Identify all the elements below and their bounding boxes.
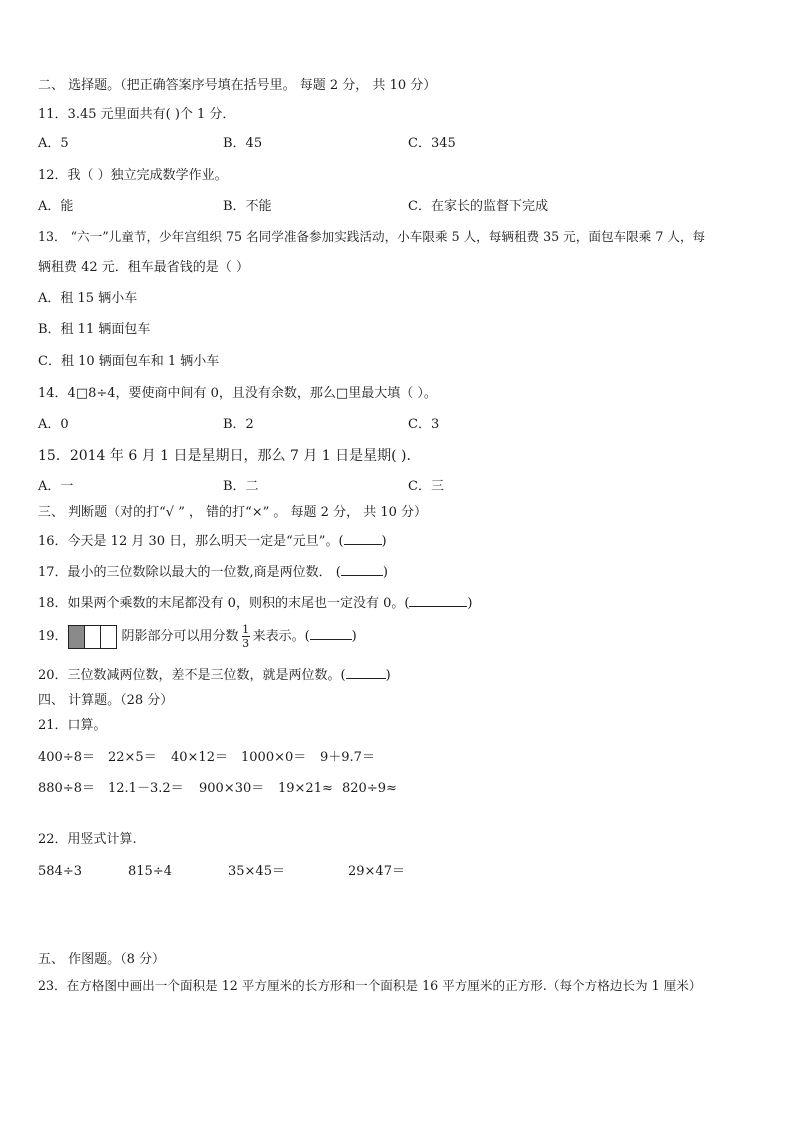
question-18 (38, 594, 473, 612)
calc-item: 22×5＝ (108, 750, 157, 765)
close-paren: ) (351, 629, 357, 644)
question-12: 12．我（ ）独立完成数学作业。 (38, 168, 228, 183)
question-13-line-1: 13． “六一”儿童节，少年宫组织 75 名同学准备参加实践活动，小车限乘 5 人，每辆租费 35 元，面包车限乘 7 人，每 (38, 229, 706, 244)
calc-item: 584÷3 (38, 864, 82, 879)
question-17-text: 17．最小的三位数除以最大的一位数,商是两位数． ( (38, 565, 341, 580)
question-13-line-2: 辆租费 42 元．租车最省钱的是（ ） (38, 260, 249, 275)
option-a[interactable]: A．一 (38, 479, 74, 494)
question-16 (38, 532, 387, 550)
option-c[interactable]: C．345 (408, 136, 456, 151)
calc-item: 900×30＝ (199, 781, 265, 796)
question-13-option-c[interactable]: C．租 10 辆面包车和 1 辆小车 (38, 354, 220, 369)
fraction-numerator: 1 (242, 623, 250, 636)
option-c[interactable]: C．在家长的监督下完成 (408, 199, 548, 214)
calc-item: 1000×0＝ (241, 750, 307, 765)
option-b[interactable]: B．45 (223, 136, 263, 151)
option-a[interactable]: A．0 (38, 417, 69, 432)
answer-blank[interactable] (346, 666, 386, 679)
calc-item: 35×45＝ (228, 864, 285, 879)
option-b[interactable]: B．不能 (223, 199, 272, 214)
question-22: 22．用竖式计算. (38, 832, 137, 847)
close-paren: ) (385, 668, 391, 683)
question-18-text: 18．如果两个乘数的末尾都没有 0，则积的末尾也一定没有 0。( (38, 596, 410, 611)
calc-item: 880÷8＝ (38, 781, 95, 796)
fraction-one-third (242, 624, 250, 649)
option-b[interactable]: B．2 (223, 417, 254, 432)
question-20 (38, 666, 391, 684)
option-c[interactable]: C．三 (408, 479, 444, 494)
question-13-option-b[interactable]: B．租 11 辆面包车 (38, 322, 151, 337)
option-a[interactable]: A．5 (38, 136, 69, 151)
calc-item: 820÷9≈ (342, 781, 397, 796)
answer-blank[interactable] (344, 532, 382, 545)
question-19-after: 来表示。( (252, 629, 310, 644)
calc-item: 815÷4 (128, 864, 172, 879)
question-13-option-a[interactable]: A．租 15 辆小车 (38, 291, 138, 306)
question-15: 15．2014 年 6 月 1 日是星期日，那么 7 月 1 日是星期( )． (38, 448, 421, 464)
answer-blank[interactable] (341, 563, 383, 576)
question-19-number: 19． (38, 629, 68, 644)
calc-item: 12.1－3.2＝ (108, 781, 184, 796)
question-14: 14．4□8÷4，要使商中间有 0，且没有余数，那么□里最大填（ ）。 (38, 386, 437, 401)
close-paren: ) (382, 565, 388, 580)
option-a[interactable]: A．能 (38, 199, 74, 214)
question-19 (38, 624, 357, 650)
section-4-heading: 四、 计算题。（28 分） (38, 693, 174, 708)
shaded-bar-figure (68, 625, 118, 649)
question-21: 21．口算。 (38, 718, 107, 733)
calc-item: 400÷8＝ (38, 750, 95, 765)
calc-item: 19×21≈ (278, 781, 333, 796)
question-20-text: 20．三位数减两位数，差不是三位数，就是两位数。( (38, 668, 346, 683)
fraction-denominator: 3 (242, 637, 250, 650)
option-b[interactable]: B．二 (223, 479, 259, 494)
calc-item: 9＋9.7＝ (320, 750, 375, 765)
section-3-heading: 三、 判断题（对的打“√ ” ， 错的打“×” 。 每题 2 分， 共 10 分） (38, 505, 428, 520)
question-17 (38, 563, 388, 581)
question-23: 23．在方格图中画出一个面积是 12 平方厘米的长方形和一个面积是 16 平方厘米的正方形.（每个方格边长为 1 厘米） (38, 978, 702, 993)
option-c[interactable]: C．3 (408, 417, 440, 432)
calc-item: 29×47＝ (348, 864, 405, 879)
section-5-heading: 五、 作图题。（8 分） (38, 952, 166, 967)
answer-blank[interactable] (310, 627, 352, 640)
question-16-text: 16．今天是 12 月 30 日，那么明天一定是“元旦”。( (38, 534, 344, 549)
section-2-heading: 二、 选择题。（把正确答案序号填在括号里。 每题 2 分， 共 10 分） (38, 78, 437, 93)
answer-blank[interactable] (409, 594, 467, 607)
calc-item: 40×12＝ (171, 750, 228, 765)
question-19-text: 阴影部分可以用分数 (121, 629, 239, 644)
close-paren: ) (467, 596, 473, 611)
question-11: 11．3.45 元里面共有( )个 1 分． (38, 107, 236, 122)
close-paren: ) (381, 534, 387, 549)
